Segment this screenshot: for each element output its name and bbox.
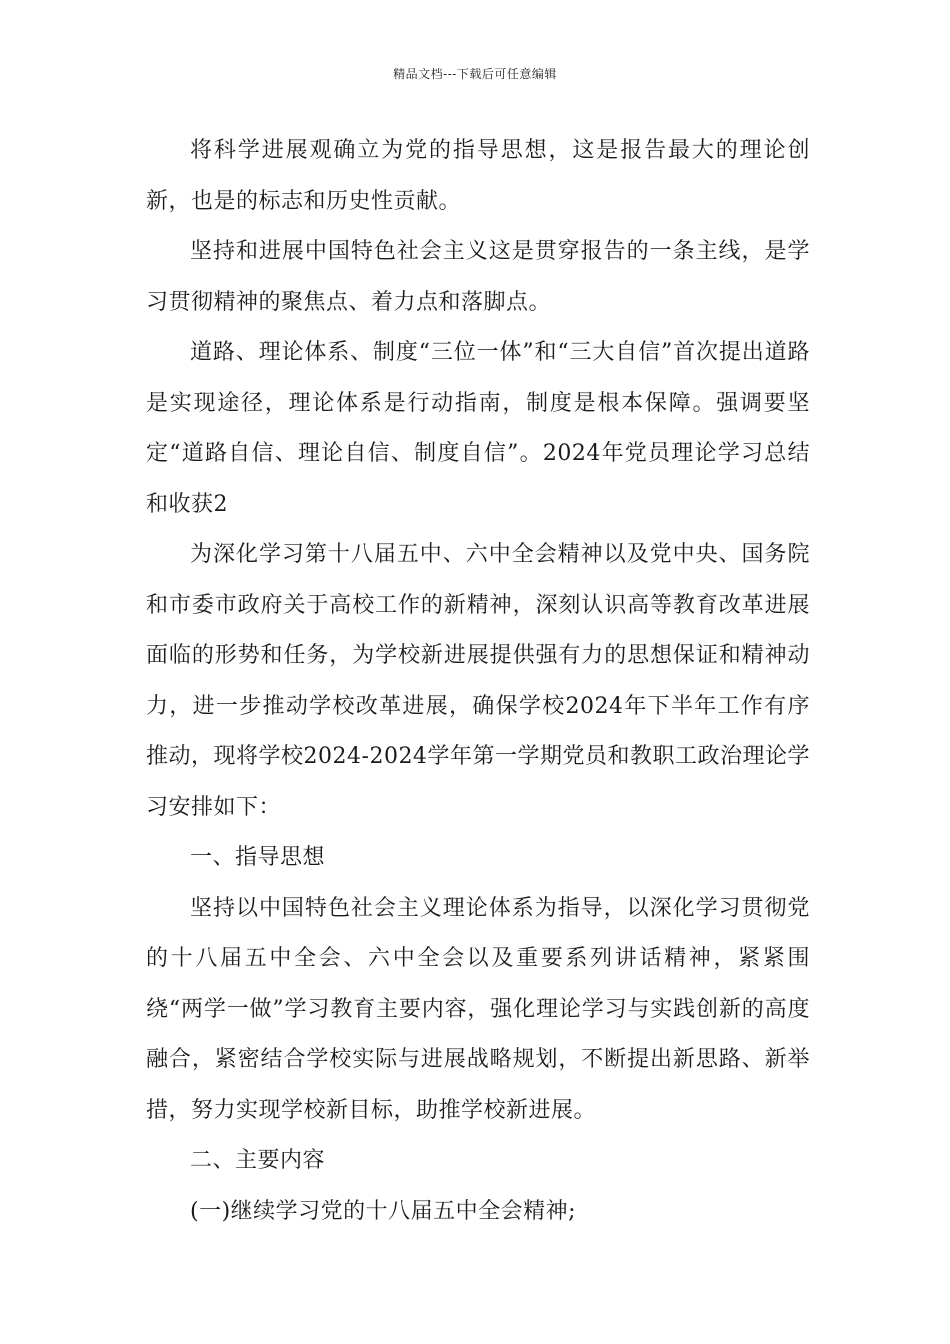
paragraph: 坚持以中国特色社会主义理论体系为指导，以深化学习贯彻党的十八届五中全会、六中全会以及重要系列讲话精神，紧紧围绕“两学一做”学习教育主要内容，强化理论学习与实践创新的高度融合，紧密结合学校实际与进展战略规划，不断提出新思路、新举措，努力实现学校新目标，助推学校新进展。 (146, 895, 810, 1123)
section-heading: 一、指导思想 (190, 845, 326, 870)
section-heading: 二、主要内容 (190, 1148, 326, 1173)
document-body (146, 126, 810, 1237)
paragraph: 为深化学习第十八届五中、六中全会精神以及党中央、国务院和市委市政府关于高校工作的新精神，深刻认识高等教育改革进展面临的形势和任务，为学校新进展提供强有力的思想保证和精神动力，进一步推动学校改革进展，确保学校2024年下半年工作有序推动，现将学校2024-2024学年第一学期党员和教职工政治理论学习安排如下： (146, 542, 810, 820)
page-header: 精品文档---下载后可任意编辑 (393, 67, 557, 81)
paragraph: (一)继续学习党的十八届五中全会精神; (190, 1198, 577, 1224)
paragraph: 将科学进展观确立为党的指导思想，这是报告最大的理论创新，也是的标志和历史性贡献。 (146, 138, 810, 214)
paragraph: 坚持和进展中国特色社会主义这是贯穿报告的一条主线，是学习贯彻精神的聚焦点、着力点和落脚点。 (146, 239, 810, 315)
paragraph: 道路、理论体系、制度“三位一体”和“三大自信”首次提出道路是实现途径，理论体系是行动指南，制度是根本保障。强调要坚定“道路自信、理论自信、制度自信”。2024年党员理论学习总结和收获2 (146, 340, 810, 517)
